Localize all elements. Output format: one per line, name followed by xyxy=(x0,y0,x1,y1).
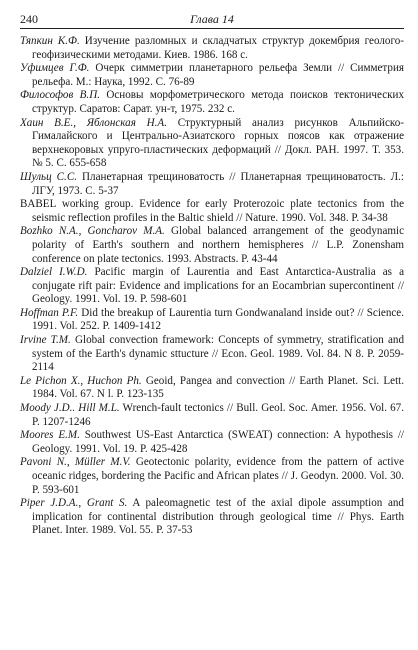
reference-text: Global balanced arrangement of the geodynamic polarity of Earth's southern and northern hemispheres // L.P. Zonensham conference on plate tectonics. 1993. Abstracts. P. 43-44 xyxy=(32,225,404,265)
reference-authors: Dalziel I.W.D. xyxy=(20,266,88,279)
reference-entry xyxy=(20,456,404,497)
reference-text: Geoid, Pangea and convection // Earth Planet. Sci. Lett. 1984. Vol. 67. N l. P. 123-135 xyxy=(32,374,405,401)
reference-text: Изучение разломных и складчатых структур докембрия геолого-геофизическими методами. Киев. 1986. 168 с. xyxy=(32,35,404,61)
reference-authors: Хаин В.Е., Яблонская Н.А. xyxy=(20,116,167,129)
reference-authors: Hoffman P.F. xyxy=(20,306,79,319)
reference-list xyxy=(20,35,404,538)
reference-entry xyxy=(20,266,404,307)
reference-entry xyxy=(20,89,404,116)
running-header xyxy=(20,10,404,29)
reference-entry xyxy=(20,225,404,266)
reference-text: Wrench-fault tectonics // Bull. Geol. Soc. Amer. 1956. Vol. 67. P. 1207-1246 xyxy=(32,402,404,428)
reference-authors: Bozhko N.A., Goncharov M.A. xyxy=(20,225,165,238)
reference-authors: Шульц С.С. xyxy=(20,170,78,183)
reference-entry xyxy=(20,171,404,198)
reference-entry xyxy=(20,117,404,171)
reference-text: Southwest US-East Antarctica (SWEAT) connection: A hypothesis // Geology. 1991. Vol. 19. P. 425-428 xyxy=(32,429,405,455)
reference-authors: Уфимцев Г.Ф. xyxy=(20,62,90,75)
reference-text: Структурный анализ рисунков Альпийско-Гималайского и Центрально-Азиатского горных поясов как отражение верхнекоровых упруго-пластических деформаций // Докл. РАН. 1997. Т. 353. № 5. С. 655-658 xyxy=(32,116,404,170)
reference-entry xyxy=(20,35,404,62)
reference-entry xyxy=(20,307,404,334)
reference-authors: Философов В.П. xyxy=(20,89,100,102)
reference-entry xyxy=(20,497,404,538)
reference-text: A paleomagnetic test of the axial dipole assumption and implication for continental distribution through geological time // Phys. Earth Planet. Inter. 1989. Vol. 55. P. 37-53 xyxy=(32,497,404,537)
reference-authors: Irvine T.M. xyxy=(20,334,71,347)
reference-authors: Moody J.D.. Hill M.L. xyxy=(20,402,120,415)
reference-authors: Moores E.M. xyxy=(20,429,80,442)
reference-text: Основы морфометрического метода поисков тектонических структур. Саратов: Сарат. ун-т, 1975. 232 с. xyxy=(32,89,404,115)
reference-text: Geotectonic polarity, evidence from the pattern of active oceanic ridges, bordering the Pacific and African plates // J. Geodyn. 2000. Vol. 30. P. 593-601 xyxy=(32,456,404,496)
reference-entry xyxy=(20,402,404,429)
reference-authors: Pavoni N., Müller M.V. xyxy=(20,456,131,469)
chapter-title: Глава 14 xyxy=(190,12,234,26)
reference-text: BABEL working group. Evidence for early Proterozoic plate tectonics from the seismic reflection profiles in the Baltic shield // Nature. 1990. Vol. 348. P. 34-38 xyxy=(20,198,404,224)
reference-entry xyxy=(20,375,404,402)
reference-entry xyxy=(20,198,404,225)
reference-text: Планетарная трещиноватость // Планетарная трещиноватость. Л.: ЛГУ, 1973. С. 5-37 xyxy=(32,170,405,197)
reference-text: Очерк симметрии планетарного рельефа Земли // Симметрия рельефа. М.: Наука, 1992. С. 76-89 xyxy=(32,62,404,88)
reference-entry xyxy=(20,429,404,456)
reference-text: Global convection framework: Concepts of symmetry, stratification and system of the Earth's dynamic sttucture // Econ. Geol. 1989. Vol. 84. N 8. P. 2059-2114 xyxy=(32,334,404,374)
reference-text: Did the breakup of Laurentia turn Gondwanaland inside out? // Science. 1991. Vol. 252. P. 1409-1412 xyxy=(32,306,405,333)
page-number: 240 xyxy=(20,12,38,26)
reference-authors: Le Pichon X., Huchon Ph. xyxy=(20,374,142,387)
reference-text: Pacific margin of Laurentia and East Antarctica-Australia as a conjugate rift pair: Evidence and implications for an Eocambrian supercontinent // Geology. 1991. Vol. 19. P. 598-601 xyxy=(32,266,404,306)
reference-authors: Тяпкин К.Ф. xyxy=(20,35,80,47)
reference-authors: Piper J.D.A., Grant S. xyxy=(20,497,128,510)
reference-entry xyxy=(20,62,404,89)
reference-entry xyxy=(20,334,404,375)
